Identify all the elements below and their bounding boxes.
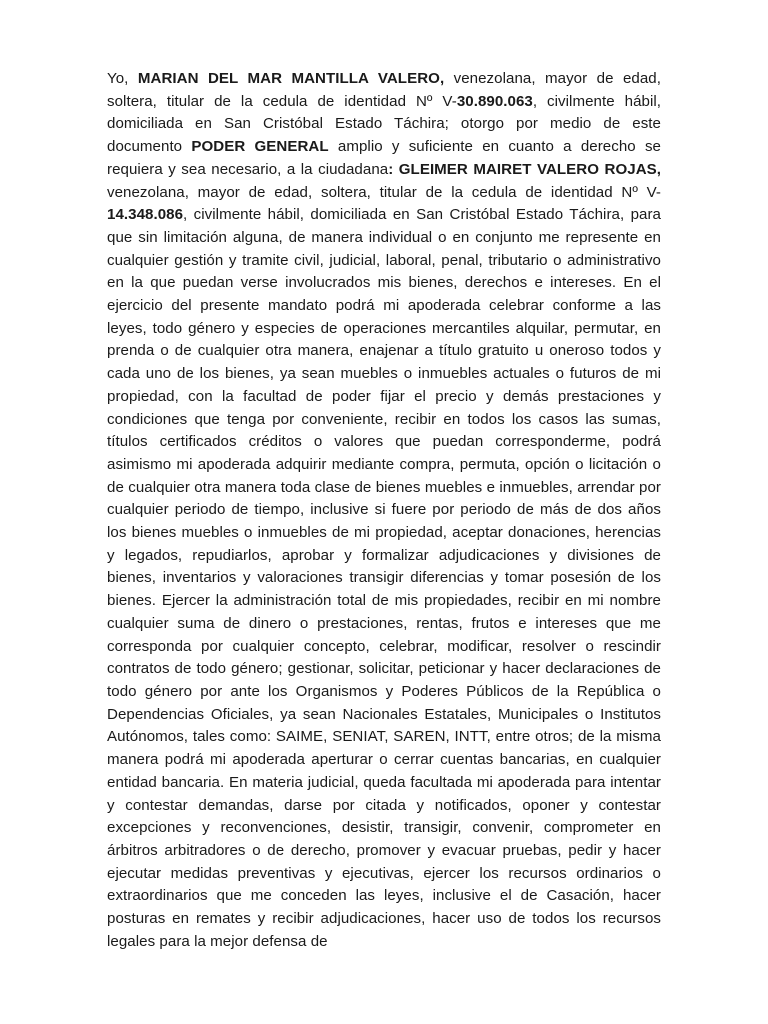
text-powers-body: , civilmente hábil, domiciliada en San Cristóbal Estado Táchira, para que sin limitación alguna, de manera individual o en conjunto me represente en cualquier gestión y tramite civil, judicial, laboral, penal, tributario o administrativo en la que puedan verse involucrados mis bienes, derechos e intereses. En el ejercicio del presente mandato podrá mi apoderada celebrar conforme a las leyes, todo género y especies de operaciones mercantiles alquilar, permutar, en prenda o de cualquier otra manera, enajenar a título gratuito u oneroso todos y cada uno de los bienes, ya sean muebles o inmuebles actuales o futuros de mi propiedad, con la facultad de poder fijar el precio y demás prestaciones y condiciones que tenga por conveniente, recibir en todos los casos las sumas, títulos certificados créditos o valores que puedan corresponderme, podrá asimismo mi apoderada adquirir mediante compra, permuta, opción o licitación o de cualquier otra manera toda clase de bienes muebles e inmuebles, arrendar por cualquier periodo de tiempo, inclusive si fuere por periodo de más de dos años los bienes muebles o inmuebles de mi propiedad, aceptar donaciones, herencias y legados, repudiarlos, aprobar y formalizar adjudicaciones y divisiones de bienes, inventarios y valoraciones transigir diferencias y tomar posesión de los bienes. Ejercer la administración total de mis propiedades, recibir en mi nombre cualquier suma de dinero o prestaciones, rentas, frutos e intereses que me corresponda por cualquier concepto, celebrar, modificar, resolver o rescindir contratos de todo género; gestionar, solicitar, peticionar y hacer declaraciones de todo género por ante los Organismos y Poderes Públicos de la República o Dependencias Oficiales, ya sean Nacionales Estatales, Municipales o Institutos Autónomos, tales como: SAIME, SENIAT, SAREN, INTT, entre otros; de la misma manera podrá mi apoderada aperturar o cerrar cuentas bancarias, en cualquier entidad bancaria. En materia judicial, queda facultada mi apoderada para intentar y contestar demandas, darse por citada y notificados, oponer y contestar excepciones y reconvenciones, desistir, transigir, convenir, comprometer en árbitros arbitradores o de derecho, promover y evacuar pruebas, pedir y hacer ejecutar medidas preventivas y ejecutivas, ejercer los recursos ordinarios o extraordinarios que me conceden las leyes, inclusive el de Casación, hacer posturas en remates y recibir adjudicaciones, hacer uso de todos los recursos legales para la mejor defensa de xyxy=(107,206,661,950)
grantor-id-number: 30.890.063 xyxy=(456,92,533,110)
document-type: PODER GENERAL xyxy=(191,138,329,156)
attorney-id-number: 14.348.086 xyxy=(107,206,184,224)
attorney-name: : GLEIMER MAIRET VALERO ROJAS, xyxy=(388,160,662,178)
text-attorney-details: venezolana, mayor de edad, soltera, titular de la cedula de identidad Nº V- xyxy=(107,183,661,201)
document-page xyxy=(107,68,661,953)
text-grant-clause: , civilmente hábil, domiciliada en San Cristóbal Estado Táchira; otorgo por medio de este documento xyxy=(107,92,662,156)
text-grantor-details: venezolana, mayor de edad, soltera, titular de la cedula de identidad Nº V- xyxy=(107,70,661,110)
text-grant-scope: amplio y suficiente en cuanto a derecho se requiera y sea necesario, a la ciudadana xyxy=(107,138,661,178)
power-of-attorney-paragraph xyxy=(107,68,661,953)
grantor-name: MARIAN DEL MAR MANTILLA VALERO, xyxy=(137,70,445,87)
text-intro: Yo, xyxy=(107,70,138,87)
